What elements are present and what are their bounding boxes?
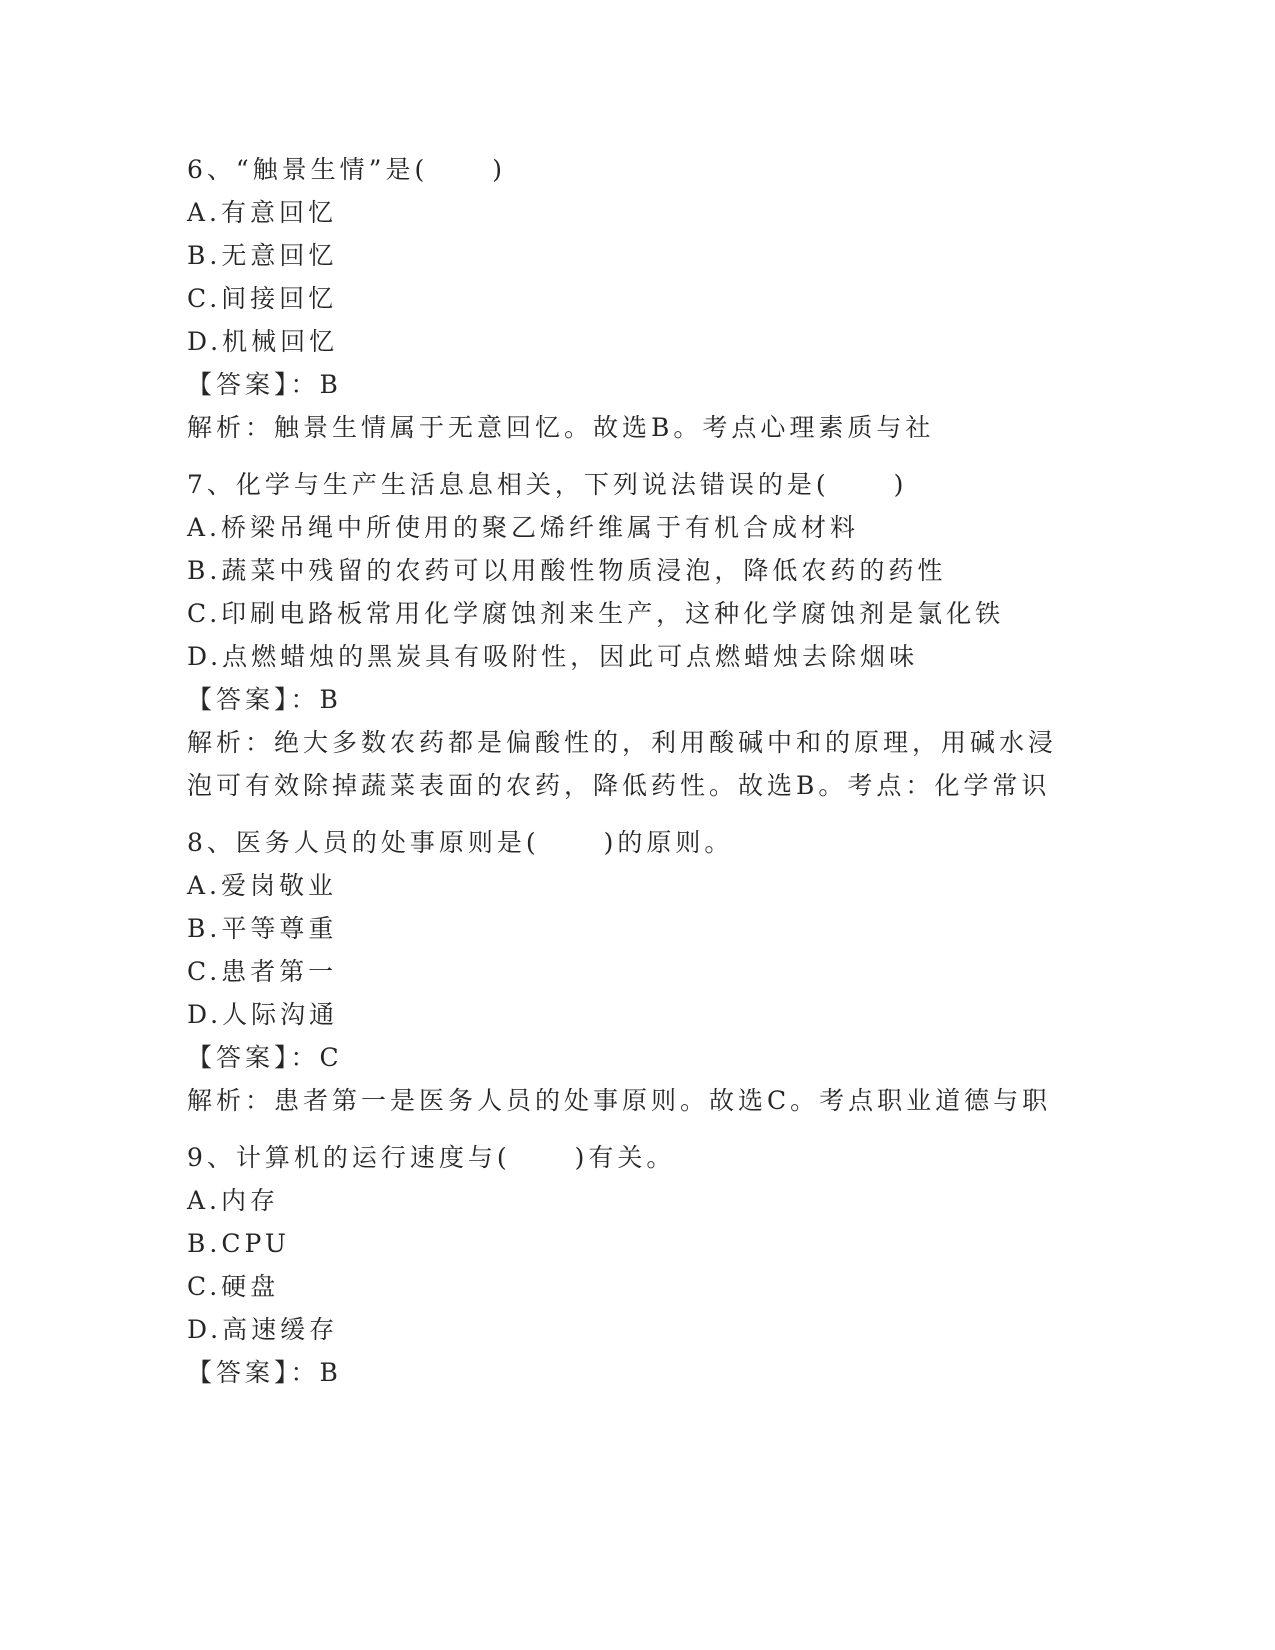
answer: 【答案】：B bbox=[187, 1358, 342, 1387]
option-d: D.机械回忆 bbox=[187, 327, 339, 356]
question-8 bbox=[187, 821, 1087, 1122]
option-c: C.印刷电路板常用化学腐蚀剂来生产，这种化学腐蚀剂是氯化铁 bbox=[187, 599, 1005, 628]
stem-text-end: ) bbox=[492, 155, 506, 184]
question-list bbox=[187, 148, 1087, 1408]
option-d: D.高速缓存 bbox=[187, 1315, 339, 1344]
option-b: B.无意回忆 bbox=[187, 241, 338, 270]
question-6 bbox=[187, 148, 1087, 449]
question-stem bbox=[187, 148, 1087, 191]
option-a: A.有意回忆 bbox=[187, 198, 338, 227]
option-a: A.桥梁吊绳中所使用的聚乙烯纤维属于有机合成材料 bbox=[187, 513, 860, 542]
option-a: A.爱岗敬业 bbox=[187, 871, 338, 900]
question-9 bbox=[187, 1136, 1087, 1394]
question-stem bbox=[187, 463, 1087, 506]
stem-text: 9、计算机的运行速度与( bbox=[187, 1143, 511, 1172]
option-d: D.点燃蜡烛的黑炭具有吸附性，因此可点燃蜡烛去除烟味 bbox=[187, 642, 919, 671]
option-b: B.CPU bbox=[187, 1229, 290, 1258]
answer: 【答案】：B bbox=[187, 685, 342, 714]
stem-text-end: ) bbox=[893, 470, 908, 499]
option-c: C.患者第一 bbox=[187, 957, 338, 986]
analysis-continued: 泡可有效除掉蔬菜表面的农药，降低药性。故选B。考点：化学常识 bbox=[187, 771, 1051, 800]
question-7 bbox=[187, 463, 1087, 807]
stem-text-end: )的原则。 bbox=[603, 828, 734, 857]
stem-text-end: )有关。 bbox=[574, 1143, 676, 1172]
analysis: 解析：触景生情属于无意回忆。故选B。考点心理素质与社 bbox=[187, 413, 935, 442]
analysis: 解析：绝大多数农药都是偏酸性的，利用酸碱中和的原理，用碱水浸 bbox=[187, 728, 1058, 757]
answer: 【答案】：B bbox=[187, 370, 342, 399]
option-b: B.蔬菜中残留的农药可以用酸性物质浸泡，降低农药的药性 bbox=[187, 556, 947, 585]
option-c: C.硬盘 bbox=[187, 1272, 280, 1301]
option-d: D.人际沟通 bbox=[187, 1000, 339, 1029]
option-b: B.平等尊重 bbox=[187, 914, 338, 943]
question-stem bbox=[187, 1136, 1087, 1179]
stem-text: 8、医务人员的处事原则是( bbox=[187, 828, 540, 857]
option-c: C.间接回忆 bbox=[187, 284, 338, 313]
question-stem bbox=[187, 821, 1087, 864]
stem-text: 6、“触景生情”是( bbox=[187, 155, 429, 184]
stem-text: 7、化学与生产生活息息相关，下列说法错误的是( bbox=[187, 470, 830, 499]
option-a: A.内存 bbox=[187, 1186, 280, 1215]
answer: 【答案】：C bbox=[187, 1043, 343, 1072]
analysis: 解析：患者第一是医务人员的处事原则。故选C。考点职业道德与职 bbox=[187, 1086, 1052, 1115]
